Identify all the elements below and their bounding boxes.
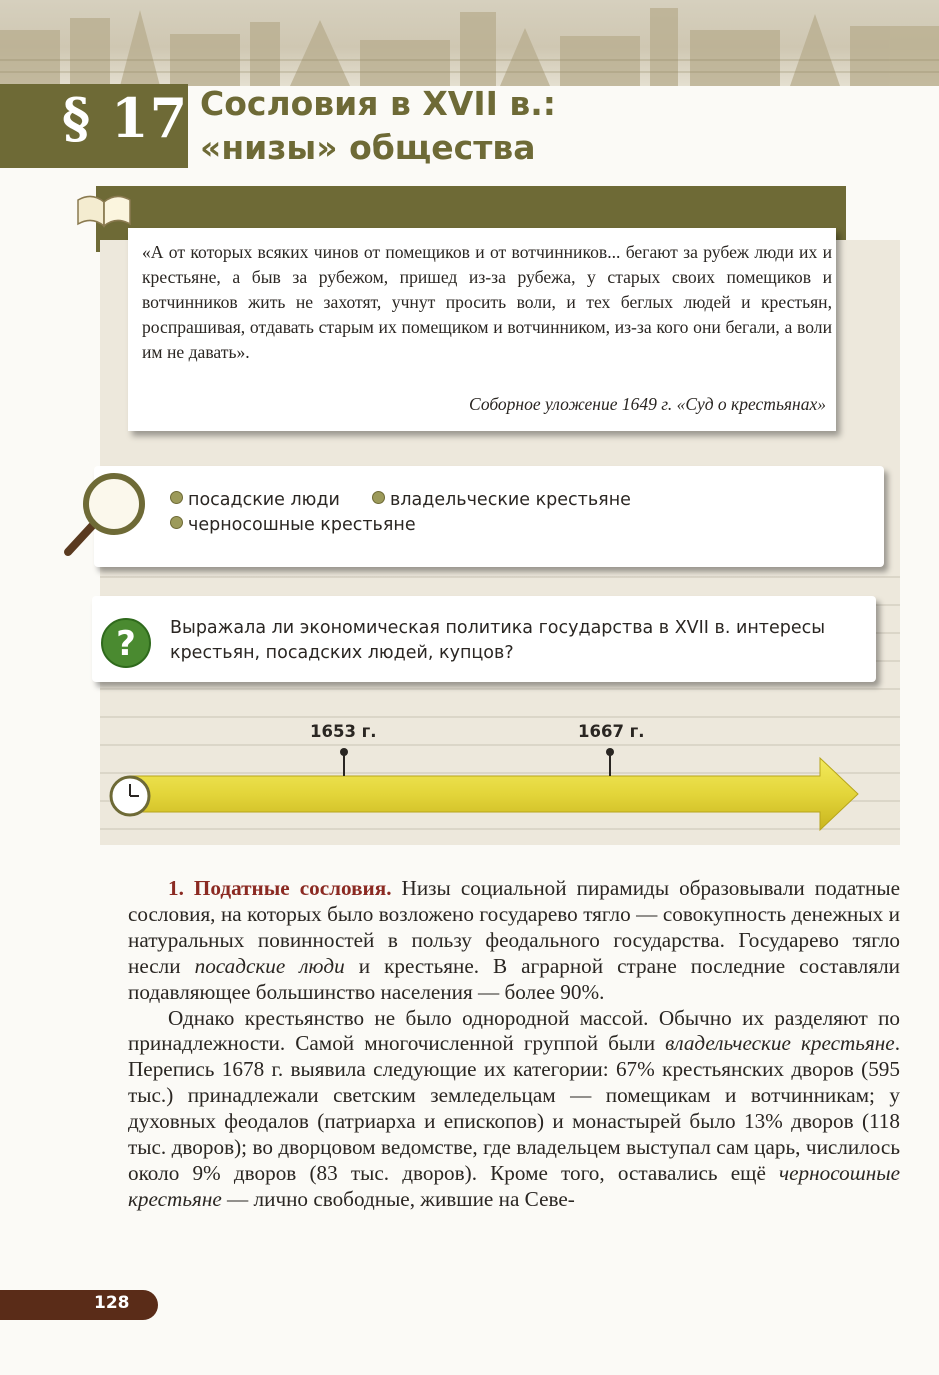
epigraph-card	[128, 228, 836, 431]
chapter-title-line1: Сословия в XVII в.:	[200, 84, 556, 123]
clock-icon	[108, 774, 152, 823]
term-emphasis: посадские люди	[194, 953, 345, 978]
epigraph-source: Соборное уложение 1649 г. «Суд о крестьянах»	[469, 394, 826, 414]
svg-text:?: ?	[116, 624, 136, 664]
term-vladelcheskie: владельческие крестьяне	[372, 490, 631, 510]
term-posadskie: посадские люди	[170, 490, 340, 510]
header-banner-illustration	[0, 0, 939, 86]
term-chernososhnye: черносошные крестьяне	[170, 515, 416, 535]
paragraph-1: 1. Податные сословия. Низы социальной пирамиды образовывали податные сословия, на которых было возложено государево тягло — совокупность денежных и натуральных повинностей в пользу феодального государства. Государево тягло несли посадские люди и крестьяне. В аграрной стране последние составляли подавляющее большинство населения — более 90%.	[128, 876, 900, 1004]
timeline-date-1653: 1653 г.	[310, 722, 377, 741]
chapter-title-line2: «низы» общества	[200, 128, 536, 167]
main-body-text	[128, 876, 900, 1213]
bullet-icon	[170, 516, 183, 529]
question-text: Выражала ли экономическая политика государства в XVII в. интересы крестьян, посадских людей, купцов?	[170, 618, 826, 663]
page-number-tab	[0, 1290, 158, 1320]
paragraph-2: Однако крестьянство не было однородной массой. Обычно их разделяют по принадлежности. Самой многочисленной группой были владельческие крестьяне. Перепись 1678 г. выявила следующие их категории: 67% крестьянских дворов (595 тыс.) принадлежали светским земледельцам — помещикам и вотчинникам; у духовных феодалов (патриарха и епископов) и монастырей было 13% дворов (118 тыс. дворов); во дворцовом ведомстве, где владельцем выступал сам царь, числилось около 9% дворов (83 тыс. дворов). Кроме того, оставались ещё черносошные крестьяне — лично свободные, жившие на Севе-	[128, 1005, 901, 1211]
subsection-heading: 1. Податные сословия.	[168, 876, 392, 900]
chapter-title	[200, 82, 556, 170]
timeline	[100, 718, 870, 853]
epigraph-quote: «А от которых всяких чинов от помещиков и от вотчинников... бегают за рубеж люди их и крестьяне, а быв за рубежом, пришед из-за рубежа, у старых своих помещиков и вотчинников жить не захотят, учнут просить воли, и тех беглых людей и крестьян, роспрашивая, отдавать старым их помещиком и вотчинником, из-за кого они бегали, а воли им не давать».	[142, 242, 832, 362]
bullet-icon	[372, 491, 385, 504]
bullet-icon	[170, 491, 183, 504]
section-number: § 17	[62, 86, 189, 150]
open-book-icon	[74, 186, 134, 235]
timeline-date-1667: 1667 г.	[578, 722, 645, 741]
question-mark-icon	[100, 617, 152, 674]
term-emphasis: владельческие крестьяне	[665, 1031, 895, 1056]
term-emphasis: черносошные крестьяне	[128, 1160, 900, 1211]
page-number: 128	[94, 1293, 130, 1313]
magnifier-icon	[62, 470, 152, 565]
